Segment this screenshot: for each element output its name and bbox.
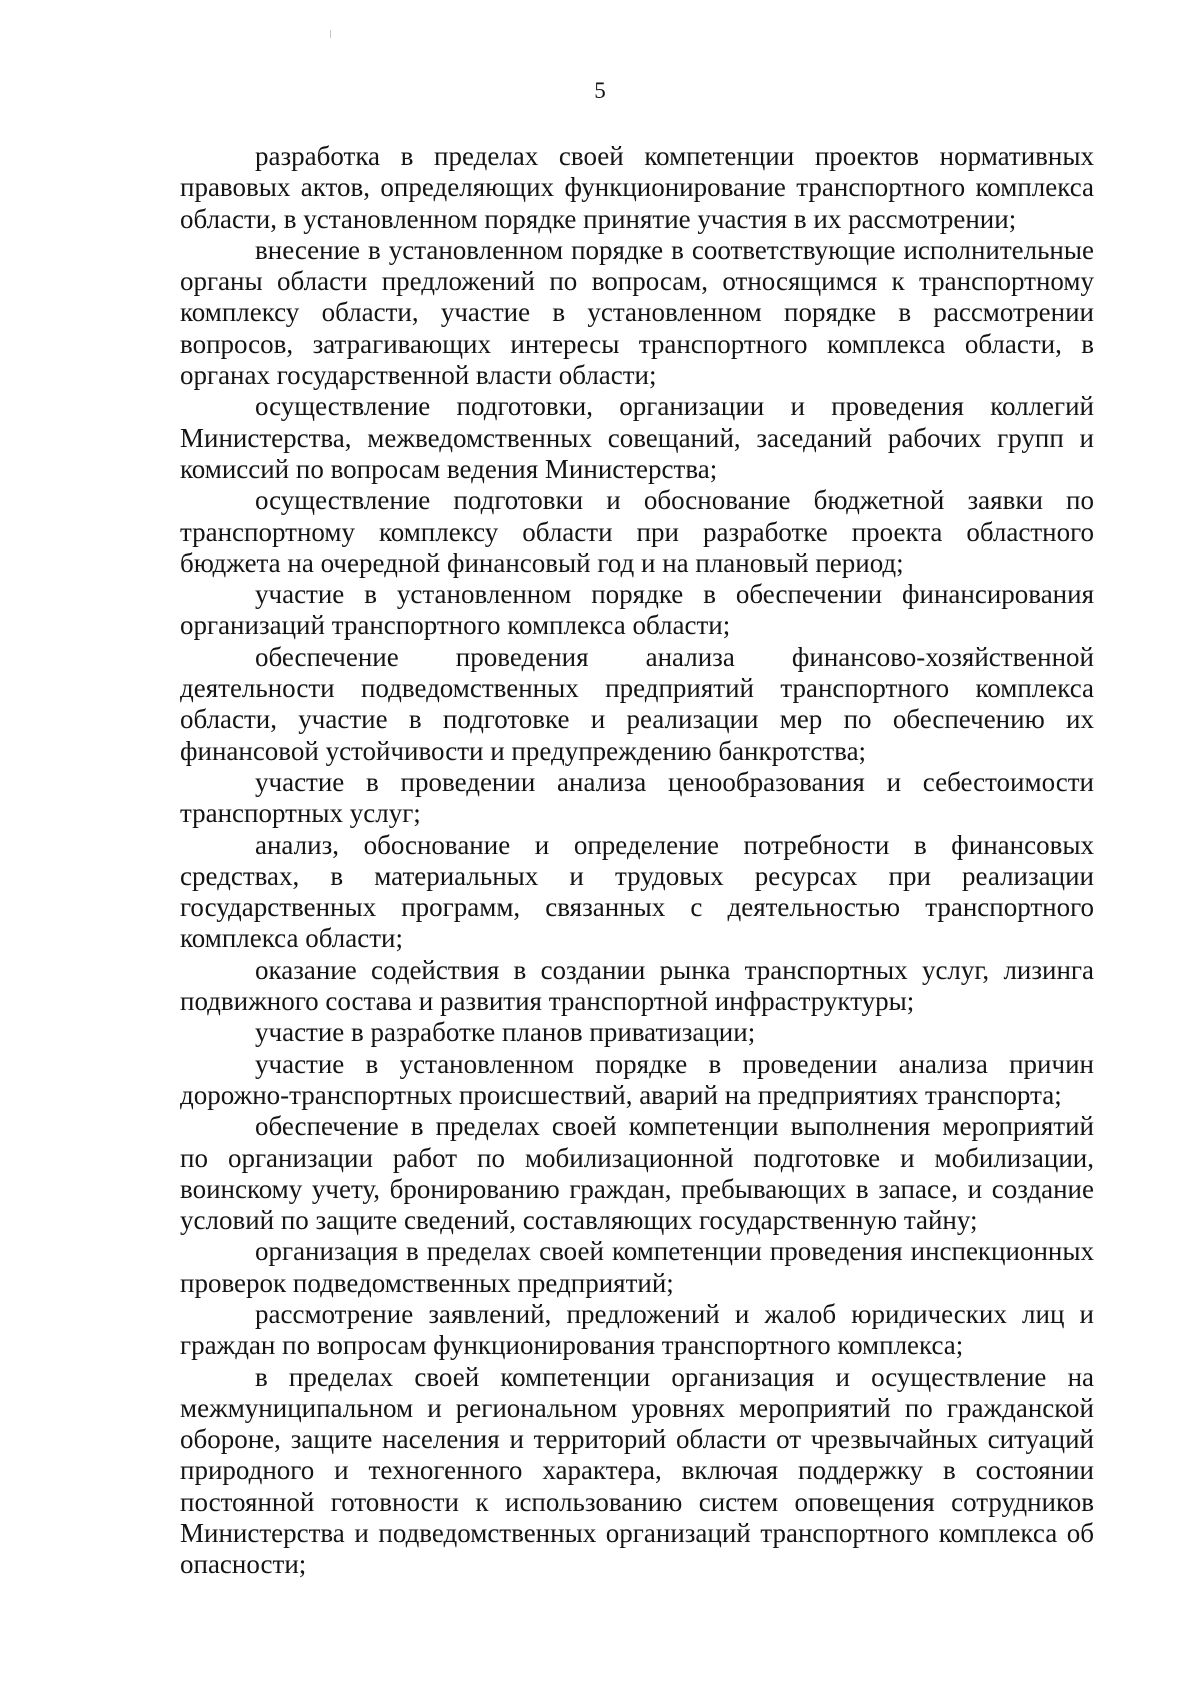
paragraph-inspections: организация в пределах своей компетенции проведения инспекционных проверок подведомственных предприятий; — [180, 1236, 1094, 1298]
paragraph-accident-analysis: участие в установленном порядке в проведении анализа причин дорожно-транспортных происшествий, аварий на предприятиях транспорта; — [180, 1048, 1094, 1110]
paragraph-pricing-analysis: участие в проведении анализа ценообразования и себестоимости транспортных услуг; — [180, 766, 1094, 829]
paragraph-mobilization: обеспечение в пределах своей компетенции выполнения мероприятий по организации работ по мобилизационной подготовке и мобилизации, воинскому учету, бронированию граждан, пребывающих в запасе, и создание условий по защите сведений, составляющих государственную тайну; — [180, 1111, 1094, 1236]
document-body — [180, 141, 1094, 1581]
paragraph-submitting-proposals: внесение в установленном порядке в соответствующие исполнительные органы области предложений по вопросам, относящимся к транспортному комплексу области, участие в установленном порядке в рассмотрении вопросов, затрагивающих интересы транспортного комплекса области, в органах государственной власти области; — [180, 234, 1094, 391]
paragraph-preparing-collegiums: осуществление подготовки, организации и проведения коллегий Министерства, межведомственных совещаний, заседаний рабочих групп и комиссий по вопросам ведения Министерства; — [180, 391, 1094, 484]
paragraph-drafting-normative-acts: разработка в пределах своей компетенции проектов нормативных правовых актов, определяющих функционирование транспортного комплекса области, в установленном порядке принятие участия в их рассмотрении; — [180, 141, 1094, 234]
page-number: 5 — [594, 78, 606, 103]
paragraph-financing-organizations: участие в установленном порядке в обеспечении финансирования организаций транспортного комплекса области; — [180, 579, 1094, 641]
paragraph-resource-needs: анализ, обоснование и определение потребности в финансовых средствах, в материальных и трудовых ресурсах при реализации государственных программ, связанных с деятельностью транспортного комплекса области; — [180, 829, 1094, 954]
paragraph-market-assistance: оказание содействия в создании рынка транспортных услуг, лизинга подвижного состава и развития транспортной инфраструктуры; — [180, 954, 1094, 1017]
scan-artifact — [330, 30, 331, 38]
paragraph-civil-defense: в пределах своей компетенции организация и осуществление на межмуниципальном и региональном уровнях мероприятий по гражданской обороне, защите населения и территорий области от чрезвычайных ситуаций природного и техногенного характера, включая поддержку в состоянии постоянной готовности к использованию систем оповещения сотрудников Министерства и подведомственных организаций транспортного комплекса об опасности; — [180, 1361, 1094, 1580]
paragraph-privatization-plans: участие в разработке планов приватизации; — [255, 1017, 756, 1048]
paragraph-financial-analysis: обеспечение проведения анализа финансово-хозяйственной деятельности подведомственных предприятий транспортного комплекса области, участие в подготовке и реализации мер по обеспечению их финансовой устойчивости и предупреждению банкротства; — [180, 641, 1094, 766]
paragraph-budget-application: осуществление подготовки и обоснование бюджетной заявки по транспортному комплексу области при разработке проекта областного бюджета на очередной финансовый год и на плановый период; — [180, 485, 1094, 578]
paragraph-complaints: рассмотрение заявлений, предложений и жалоб юридических лиц и граждан по вопросам функционирования транспортного комплекса; — [180, 1298, 1094, 1361]
